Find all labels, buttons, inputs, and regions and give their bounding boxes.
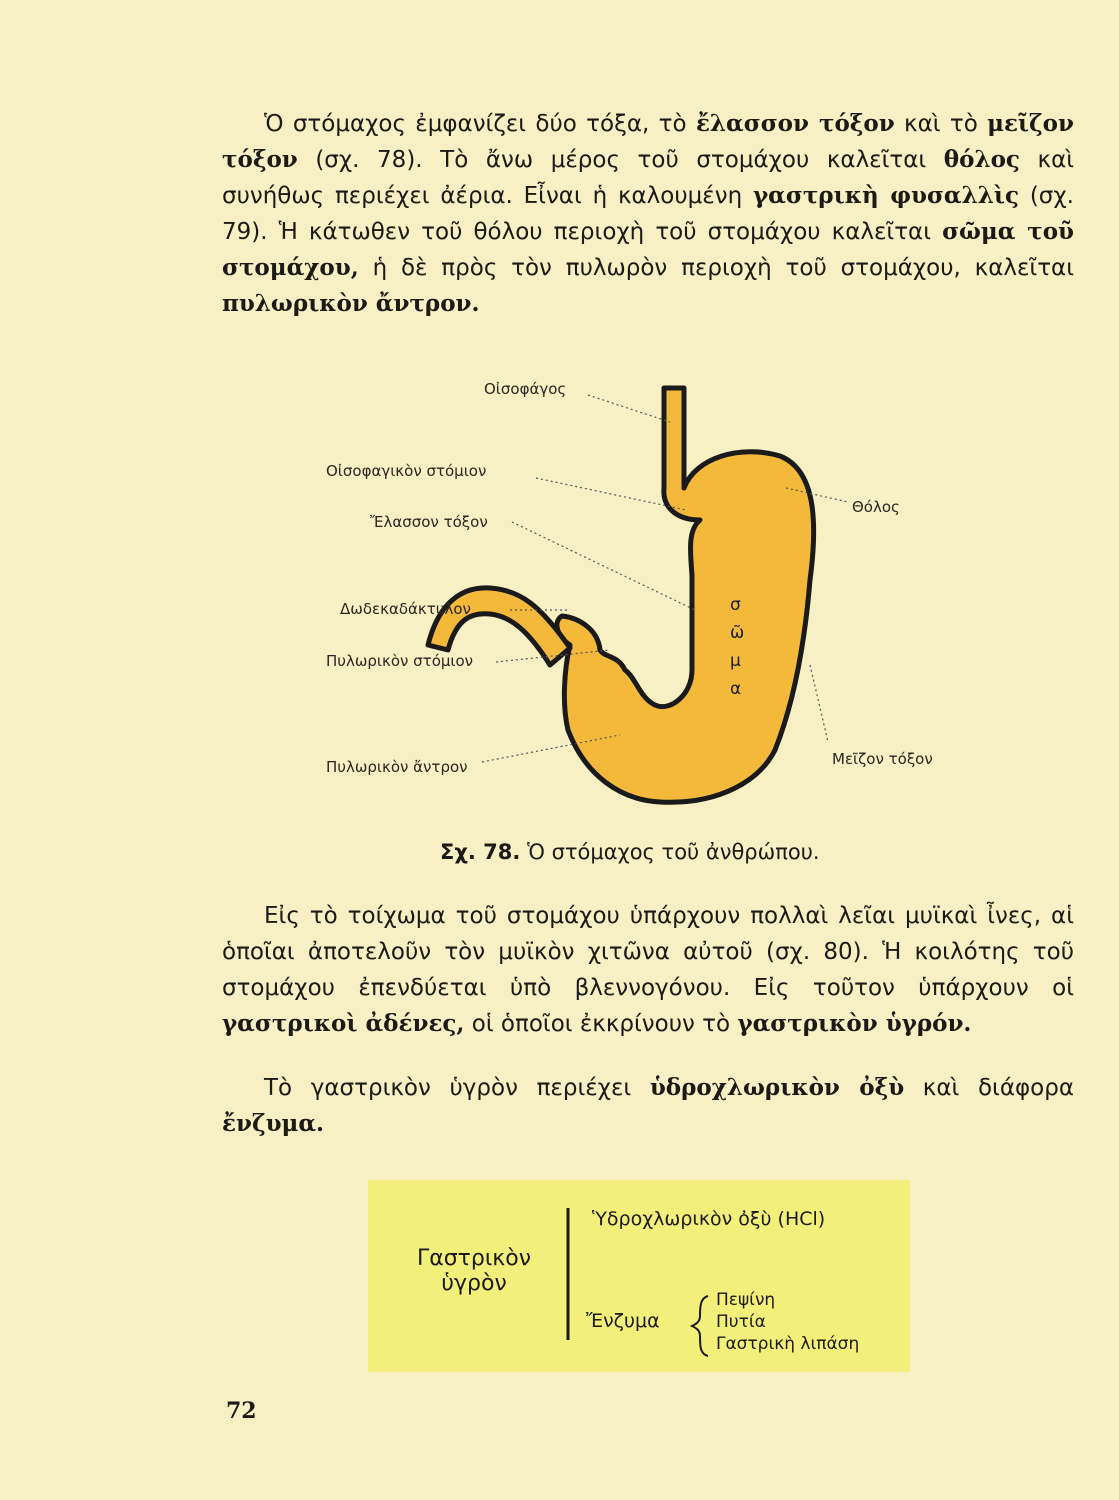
text-run: καὶ τὸ	[894, 111, 988, 137]
text-run: ἡ δὲ πρὸς τὸν πυλωρὸν περιοχὴ τοῦ στομάχου, καλεῖται	[358, 255, 1074, 281]
term-fundus: θόλος	[943, 146, 1020, 173]
summary-box	[368, 1180, 910, 1372]
label-fundus: Θόλος	[852, 498, 900, 516]
label-greater-curvature: Μεῖζον τόξον	[832, 750, 933, 768]
text-run: καὶ διάφορα	[904, 1075, 1074, 1101]
paragraph-gastric-wall	[222, 898, 1074, 1042]
text-run: καὶ συνήθως περιέχει ἀέρια. Εἶναι ἡ καλουμένη	[222, 147, 1075, 209]
summary-acid: Ὑδροχλωρικὸν ὀξὺ (HCl)	[592, 1208, 826, 1230]
caption-number: Σχ. 78.	[440, 840, 521, 864]
summary-left-line: Γαστρικὸν	[416, 1246, 532, 1271]
body-letter: α	[730, 679, 742, 699]
page-number: 72	[226, 1398, 257, 1424]
label-pylorus: Πυλωρικὸν στόμιον	[326, 652, 474, 670]
stomach-figure	[300, 360, 980, 830]
text-run: Ὁ στόμαχος ἐμφανίζει δύο τόξα, τὸ	[264, 111, 696, 137]
text-run: (σχ. 78). Τὸ ἄνω μέρος τοῦ στομάχου καλεῖται	[297, 147, 944, 173]
summary-enzyme-pepsin: Πεψίνη	[716, 1290, 776, 1310]
body-letter: ῶ	[730, 623, 745, 643]
paragraph-stomach-curvatures	[222, 106, 1074, 322]
body-letter: σ	[730, 595, 741, 615]
term-enzymes: ἔνζυμα.	[222, 1110, 325, 1137]
text-run: Εἰς τὸ τοίχωμα τοῦ στομάχου ὑπάρχουν πολλαὶ λεῖαι μυϊκαὶ ἶνες, αἱ ὁποῖαι ἀποτελοῦν τὸν μυϊκὸν χιτῶνα αὐτοῦ (σχ. 80). Ἡ κοιλότης τοῦ στομάχου ἐπενδύεται ὑπὸ βλεννογόνου. Εἰς τοῦτον ὑπάρχουν οἱ	[222, 903, 1074, 1001]
term-stomach-body: σῶμα τοῦ στομάχου,	[222, 218, 1074, 281]
term-gastric-juice: γαστρικὸν ὑγρόν.	[737, 1010, 972, 1037]
text-run: (σχ. 79). Ἡ κάτωθεν τοῦ θόλου περιοχὴ τοῦ στομάχου καλεῖται	[222, 183, 1074, 245]
figure-caption	[440, 840, 820, 864]
label-lesser-curvature: Ἔλασσον τόξον	[370, 513, 488, 531]
summary-enzyme-lipase: Γαστρικὴ λιπάση	[716, 1334, 860, 1354]
label-cardia: Οἰσοφαγικὸν στόμιον	[326, 462, 487, 480]
caption-text: Ὁ στόμαχος τοῦ ἀνθρώπου.	[527, 840, 820, 864]
text-run: οἱ ὁποῖοι ἐκκρίνουν τὸ	[464, 1011, 738, 1037]
label-esophagus: Οἰσοφάγος	[484, 380, 567, 398]
term-hydrochloric-acid: ὑδροχλωρικὸν ὀξὺ	[649, 1074, 905, 1101]
term-pyloric-antrum: πυλωρικὸν ἄντρον.	[222, 290, 480, 317]
summary-enzyme-rennin: Πυτία	[716, 1312, 766, 1332]
term-greater-curvature: μεῖζον τόξον	[222, 110, 1074, 173]
paragraph-gastric-juice	[222, 1070, 1074, 1142]
term-gastric-bubble: γαστρικὴ φυσαλλὶς	[752, 182, 1020, 209]
summary-enzymes-label: Ἔνζυμα	[586, 1310, 660, 1332]
term-gastric-glands: γαστρικοὶ ἀδένες,	[222, 1010, 465, 1037]
text-run: Τὸ γαστρικὸν ὑγρὸν περιέχει	[264, 1075, 650, 1101]
label-duodenum: Δωδεκαδάκτυλον	[340, 600, 471, 618]
body-letter: μ	[730, 651, 741, 671]
label-pyloric-antrum: Πυλωρικὸν ἄντρον	[326, 758, 468, 776]
term-lesser-curvature: ἔλασσον τόξον	[695, 110, 895, 137]
summary-left-line: ὑγρὸν	[441, 1271, 507, 1296]
